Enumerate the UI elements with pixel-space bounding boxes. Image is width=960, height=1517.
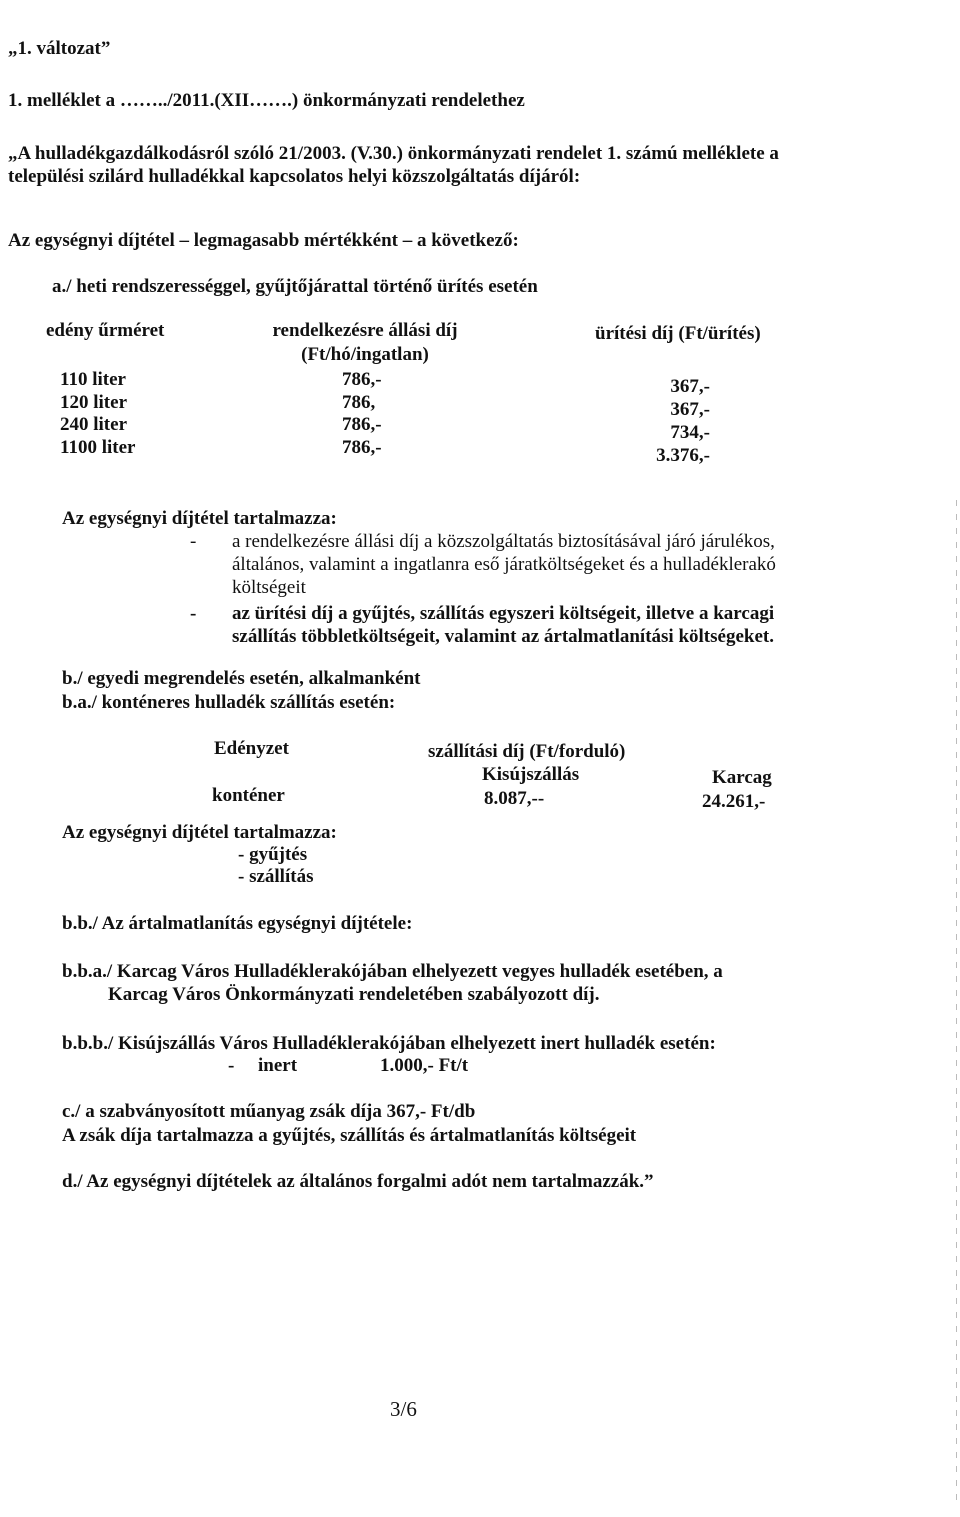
column-header-size: edény űrméret [46,320,165,341]
emptying-cell: 3.376,- [656,445,710,466]
contains-item-collection: - gyűjtés [238,844,308,865]
karcag-value: 24.261,- [702,791,766,812]
section-c-line-1: c./ a szabványosított műanyag zsák díja 367,- Ft/db [62,1101,476,1122]
column-header-container: Edényzet [214,738,289,759]
intro-line-1: „A hulladékgazdálkodásról szóló 21/2003. (V.30.) önkormányzati rendelet 1. számú melléklete a [8,143,779,164]
bullet-2-line-2: szállítás többletköltségeit, valamint az ártalmatlanítási költségeket. [232,626,774,647]
column-header-emptying: ürítési díj (Ft/ürítés) [595,323,761,344]
contains-title-a: Az egységnyi díjtétel tartalmazza: [62,508,337,529]
container-row-label: konténer [212,785,285,806]
contains-title-b: Az egységnyi díjtétel tartalmazza: [62,822,337,843]
emptying-cell: 367,- [670,399,710,420]
bullet-1-line-2: általános, valamint a ingatlanra eső járatköltségeket és a hulladéklerakó [232,554,776,575]
page-number: 3/6 [390,1397,417,1421]
section-c-line-2: A zsák díja tartalmazza a gyűjtés, szállítás és ártalmatlanítás költségeit [62,1125,637,1146]
section-ba-title: b.a./ konténeres hulladék szállítás esetén: [62,692,396,713]
bullet-dash: - [190,603,197,624]
bullet-1-line-3: költségeit [232,577,306,598]
column-header-karcag: Karcag [712,767,772,788]
bullet-dash: - [190,531,197,552]
section-b-title: b./ egyedi megrendelés esetén, alkalmanként [62,668,421,689]
section-bb-title: b.b./ Az ártalmatlanítás egységnyi díjtétele: [62,913,413,934]
section-d-line-1: d./ Az egységnyi díjtételek az általános forgalmi adót nem tartalmazzák.” [62,1171,654,1192]
annex-title: 1. melléklet a ……../2011.(XII…….) önkormányzati rendelethez [8,90,525,111]
column-header-kisujszallas: Kisújszállás [482,764,580,785]
size-cell: 120 liter [60,392,128,413]
inert-label: inert [258,1055,298,1076]
column-header-availability: rendelkezésre állási díj [272,320,458,341]
unit-fee-intro: Az egységnyi díjtétel – legmagasabb mértékként – a következő: [8,230,519,251]
section-a-title: a./ heti rendszerességgel, gyűjtőjárattal történő ürítés esetén [52,276,538,297]
availability-cell: 786,- [342,369,382,390]
availability-cell: 786, [342,392,376,413]
kisujszallas-value: 8.087,-- [484,788,545,809]
size-cell: 1100 liter [60,437,136,458]
contains-item-transport: - szállítás [238,866,314,887]
section-bba-line-2: Karcag Város Önkormányzati rendeletében szabályozott díj. [108,984,600,1005]
section-bbb-line-1: b.b.b./ Kisújszállás Város Hulladéklerakójában elhelyezett inert hulladék esetén: [62,1033,716,1054]
bullet-dash: - [228,1055,235,1076]
section-bba-line-1: b.b.a./ Karcag Város Hulladéklerakójában elhelyezett vegyes hulladék esetében, a [62,961,723,982]
emptying-cell: 734,- [670,422,710,443]
variant-label: „1. változat” [8,38,111,59]
bullet-1-line-1: a rendelkezésre állási díj a közszolgáltatás biztosításával járó járulékos, [232,531,775,552]
availability-cell: 786,- [342,414,382,435]
availability-cell: 786,- [342,437,382,458]
emptying-cell: 367,- [670,376,710,397]
column-header-availability-unit: (Ft/hó/ingatlan) [301,344,429,365]
size-cell: 240 liter [60,414,128,435]
intro-line-2: települési szilárd hulladékkal kapcsolatos helyi közszolgáltatás díjáról: [8,166,581,187]
column-header-transport-fee: szállítási díj (Ft/forduló) [428,741,626,762]
inert-price: 1.000,- Ft/t [380,1055,469,1076]
size-cell: 110 liter [60,369,126,390]
bullet-2-line-1: az ürítési díj a gyűjtés, szállítás egyszeri költségeit, illetve a karcagi [232,603,775,624]
scan-edge-mark [956,500,957,1500]
